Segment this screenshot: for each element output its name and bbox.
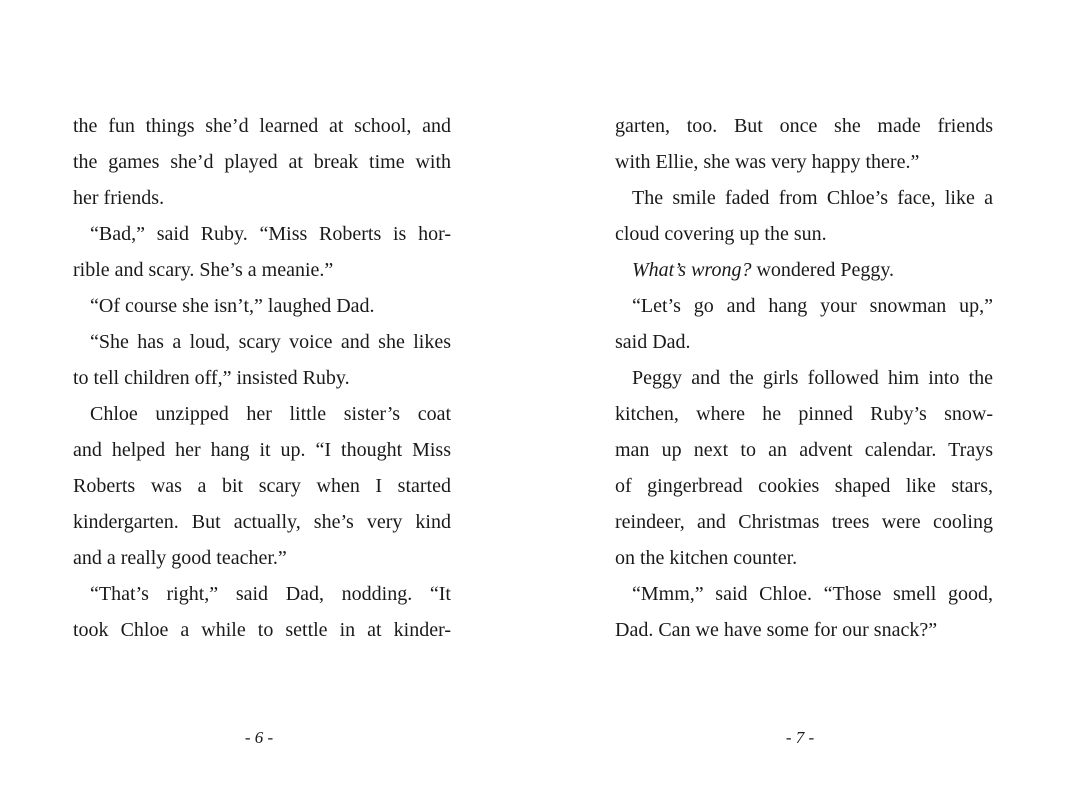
text-line: Peggy and the girls followed him into the [632,367,993,389]
text-line: the games she’d played at break time with [73,151,451,173]
text-line: The smile faded from Chloe’s face, like a [632,187,993,209]
text-line: Chloe unzipped her little sister’s coat [90,403,451,425]
italic-thought: What’s wrong? [632,259,752,281]
text-line: “That’s right,” said Dad, nodding. “It [90,583,451,605]
text-line: on the kitchen counter. [615,547,798,569]
text-line: and a really good teacher.” [73,547,287,569]
text-line: of gingerbread cookies shaped like stars, [615,475,993,497]
text-line: rible and scary. She’s a meanie.” [73,259,334,281]
text-line: “Let’s go and hang your snowman up,” [632,295,993,317]
text-line: said Dad. [615,331,691,353]
text-line: kindergarten. But actually, she’s very kind [73,511,451,533]
text-line: took Chloe a while to settle in at kinder- [73,619,451,641]
text-line: “Bad,” said Ruby. “Miss Roberts is hor- [90,223,451,245]
page-number-left: - 6 - [244,728,274,747]
page-number-right: - 7 - [785,728,815,747]
text-line: Roberts was a bit scary when I started [73,475,451,497]
text-line: and helped her hang it up. “I thought Miss [73,439,451,461]
text-line: kitchen, where he pinned Ruby’s snow- [615,403,993,425]
text-line [615,252,993,288]
text-line: “She has a loud, scary voice and she likes [90,331,451,353]
text-line: her friends. [73,187,165,209]
text-line: to tell children off,” insisted Ruby. [73,367,350,389]
text-line: “Of course she isn’t,” laughed Dad. [90,295,375,317]
text-line: man up next to an advent calendar. Trays [615,439,993,461]
text-line: the fun things she’d learned at school, and [73,115,451,137]
text-line: Dad. Can we have some for our snack?” [615,619,938,641]
text-line: with Ellie, she was very happy there.” [615,151,920,173]
text-line: reindeer, and Christmas trees were cooling [615,511,993,533]
text-line: garten, too. But once she made friends [615,115,993,137]
text-span: wondered Peggy. [751,259,895,281]
text-line: cloud covering up the sun. [615,223,827,245]
text-line: “Mmm,” said Chloe. “Those smell good, [632,583,993,605]
left-page-text [73,108,451,648]
right-page-text [615,108,993,648]
